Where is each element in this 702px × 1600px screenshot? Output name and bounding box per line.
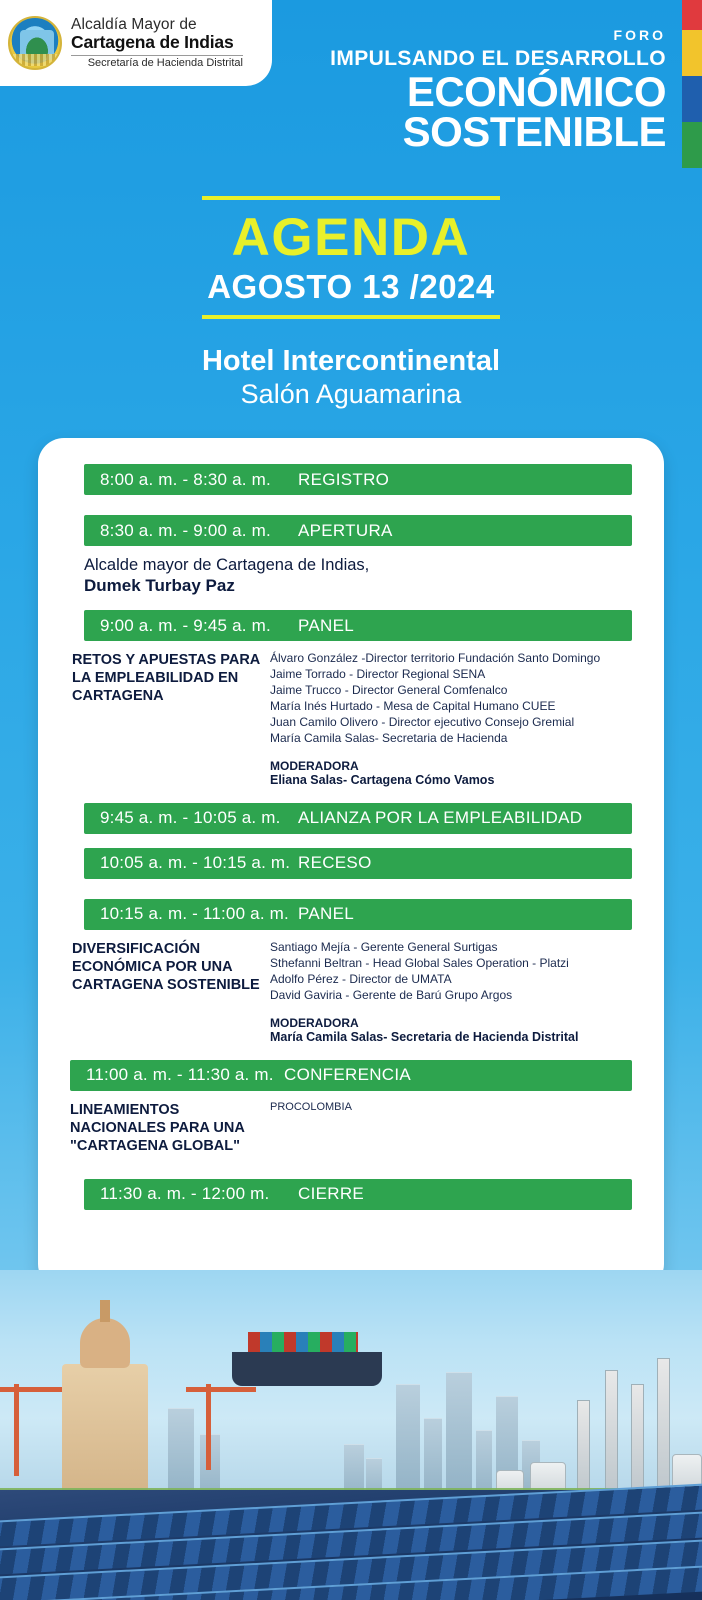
agenda-heading: AGENDA xyxy=(231,208,471,267)
venue-name: Hotel Intercontinental xyxy=(201,344,501,377)
venue-room: Salón Aguamarina xyxy=(240,378,462,409)
apertura-speaker: Dumek Turbay Paz xyxy=(84,576,235,595)
apertura-details xyxy=(70,546,632,602)
schedule-bar xyxy=(84,803,632,834)
moderator-name: Eliana Salas- Cartagena Cómo Vamos xyxy=(270,772,495,787)
flag-stripe-bar xyxy=(682,0,702,168)
city-logo-text xyxy=(71,17,243,69)
schedule-row-alianza xyxy=(70,803,632,834)
flag-stripe-yellow xyxy=(682,30,702,76)
schedule-row-conferencia xyxy=(70,1060,632,1159)
moderator-label: MODERADORA xyxy=(270,1015,359,1030)
schedule-type: REGISTRO xyxy=(298,469,390,489)
schedule-time: 11:00 a. m. - 11:30 a. m. xyxy=(86,1065,274,1085)
participant: Jaime Trucco - Director General Comfenalco xyxy=(270,682,508,697)
logo-line-3: Secretaría de Hacienda Distrital xyxy=(87,56,243,69)
forum-kicker: FORO xyxy=(613,27,666,43)
conferencia-body xyxy=(70,1091,632,1159)
flag-stripe-blue xyxy=(682,76,702,122)
schedule-type: CIERRE xyxy=(298,1184,365,1204)
participant: Jaime Torrado - Director Regional SENA xyxy=(270,666,486,681)
agenda-date: AGOSTO 13 /2024 xyxy=(207,267,495,305)
participant: María Inés Hurtado - Mesa de Capital Humano CUEE xyxy=(270,698,556,713)
solar-farm xyxy=(0,1490,702,1600)
participant: Álvaro González -Director territorio Fundación Santo Domingo xyxy=(270,651,601,665)
panel-1-body xyxy=(70,641,632,795)
schedule-row-panel-2 xyxy=(70,899,632,1052)
industrial-plant xyxy=(452,1338,702,1508)
schedule-bar xyxy=(84,899,632,930)
schedule-time: 8:00 a. m. - 8:30 a. m. xyxy=(100,469,271,489)
schedule-time: 9:00 a. m. - 9:45 a. m. xyxy=(100,615,271,635)
city-seal-icon xyxy=(8,16,62,70)
schedule-card xyxy=(38,438,664,1290)
schedule-type: CONFERENCIA xyxy=(284,1065,412,1085)
logo-line-2: Cartagena de Indias xyxy=(71,32,234,53)
participant: María Camila Salas- Secretaria de Hacienda xyxy=(270,730,508,745)
panel-2-body xyxy=(70,930,632,1052)
panel-2-participants xyxy=(266,940,632,1044)
building xyxy=(396,1384,420,1504)
schedule-type: PANEL xyxy=(298,904,354,924)
schedule-time: 10:05 a. m. - 10:15 a. m. xyxy=(100,853,291,873)
container-ship xyxy=(232,1352,382,1386)
agenda-title-block xyxy=(0,196,702,410)
port-crane xyxy=(206,1384,211,1470)
schedule-row-panel-1 xyxy=(70,610,632,795)
schedule-row-apertura xyxy=(70,515,632,602)
schedule-type: APERTURA xyxy=(298,520,393,540)
forum-line-3: SOSTENIBLE xyxy=(402,108,666,155)
schedule-type: PANEL xyxy=(298,615,354,635)
title-rule-top xyxy=(202,196,500,200)
participant: Adolfo Pérez - Director de UMATA xyxy=(270,971,452,986)
conferencia-organization: PROCOLOMBIA xyxy=(270,1100,352,1113)
title-rule-bottom xyxy=(202,315,500,319)
flag-stripe-green xyxy=(682,122,702,168)
moderator-name: María Camila Salas- Secretaria de Hacienda Distrital xyxy=(270,1029,579,1044)
participant: David Gaviria - Gerente de Barú Grupo Argos xyxy=(270,987,513,1002)
schedule-row-registro xyxy=(70,464,632,495)
city-logo-card xyxy=(0,0,272,86)
participant: Santiago Mejía - Gerente General Surtigas xyxy=(270,939,498,954)
schedule-bar xyxy=(84,610,632,641)
schedule-bar xyxy=(84,515,632,546)
schedule-bar xyxy=(84,1179,632,1210)
schedule-bar xyxy=(84,464,632,495)
logo-line-1: Alcaldía Mayor de xyxy=(71,15,197,33)
participant: Juan Camilo Olivero - Director ejecutivo Consejo Gremial xyxy=(270,714,575,729)
schedule-bar xyxy=(84,848,632,879)
logo-divider xyxy=(71,55,243,56)
forum-branding xyxy=(330,28,666,153)
moderator-label: MODERADORA xyxy=(270,758,359,773)
footer-city-illustration xyxy=(0,1270,702,1600)
schedule-type: ALIANZA POR LA EMPLEABILIDAD xyxy=(298,808,583,828)
schedule-type: RECESO xyxy=(298,853,372,873)
schedule-time: 11:30 a. m. - 12:00 m. xyxy=(100,1184,270,1204)
flag-stripe-red xyxy=(682,0,702,30)
panel-1-participants xyxy=(266,651,632,787)
apertura-role: Alcalde mayor de Cartagena de Indias, xyxy=(84,556,370,574)
participant: Sthefanni Beltran - Head Global Sales Operation - Platzi xyxy=(270,955,569,970)
forum-line-2: ECONÓMICO xyxy=(406,68,666,115)
panel-1-topic: RETOS Y APUESTAS PARA LA EMPLEABILIDAD EN CARTAGENA xyxy=(72,652,260,705)
forum-line-1: IMPULSANDO EL DESARROLLO xyxy=(330,47,666,70)
schedule-time: 10:15 a. m. - 11:00 a. m. xyxy=(100,904,289,924)
conferencia-topic: LINEAMIENTOS NACIONALES PARA UNA "CARTAGENA GLOBAL" xyxy=(70,1101,245,1154)
port-crane-arm xyxy=(186,1387,256,1392)
schedule-bar xyxy=(70,1060,632,1091)
schedule-time: 8:30 a. m. - 9:00 a. m. xyxy=(100,520,271,540)
schedule-row-cierre xyxy=(70,1179,632,1210)
port-crane xyxy=(14,1384,19,1476)
schedule-time: 9:45 a. m. - 10:05 a. m. xyxy=(100,808,281,828)
schedule-row-receso xyxy=(70,848,632,879)
panel-2-topic: DIVERSIFICACIÓN ECONÓMICA POR UNA CARTAGENA SOSTENIBLE xyxy=(72,940,260,993)
